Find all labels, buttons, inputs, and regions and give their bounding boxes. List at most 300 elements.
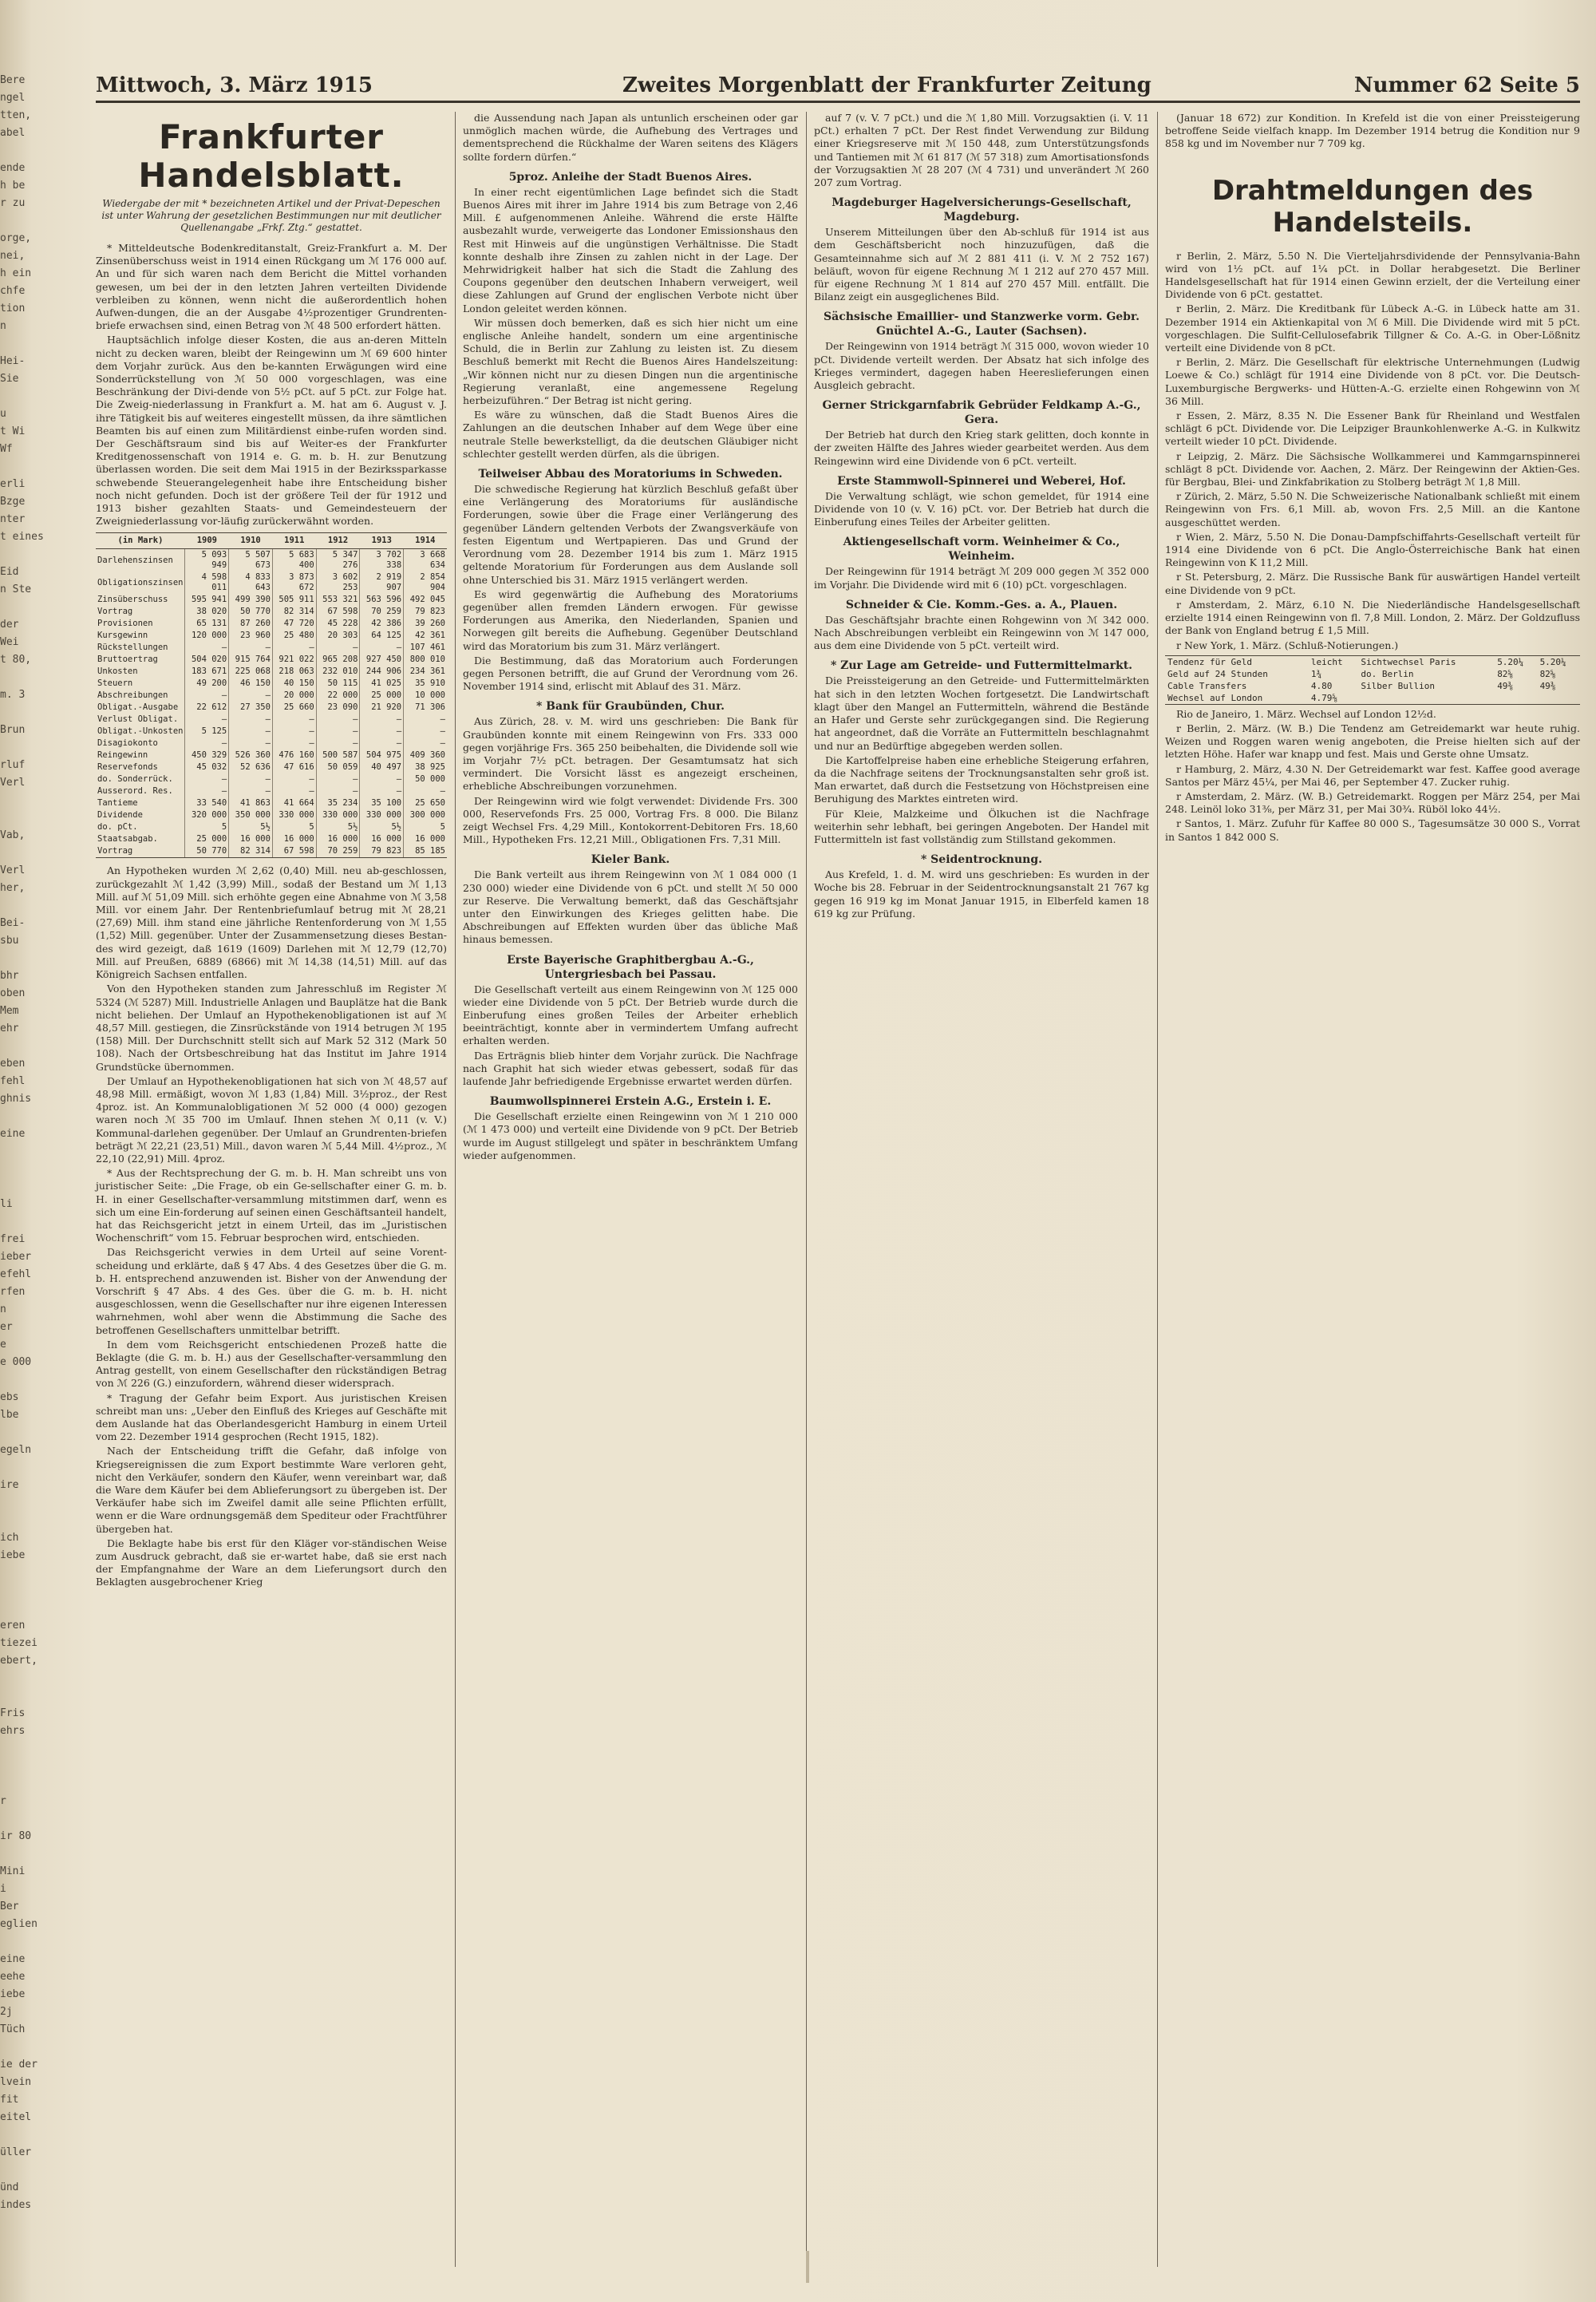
table-row [96,833,447,845]
table-cell: 4 598 011 [185,572,229,594]
table-cell: Tendenz für Geld [1167,656,1252,667]
table-cell: 49⅜ [1539,680,1556,691]
margin-fragment: n Ste [0,583,32,595]
margin-fragment: ebs [0,1391,19,1403]
table-cell: — [272,738,316,750]
table-cell: 2 919 907 [360,572,404,594]
table-cell: 5 683 400 [272,549,316,572]
margin-fragment: ich [0,1532,19,1544]
table-cell: Bruttoertrag [97,655,158,665]
margin-fragment: abel [0,127,26,139]
table-row [96,845,447,858]
table-cell: 800 010 [404,654,447,666]
table-cell: — [272,726,316,738]
margin-fragment: Mini [0,1865,26,1877]
table-cell: 4 833 643 [229,572,273,594]
margin-fragment: nter [0,513,26,525]
table-cell: 50 115 [316,678,360,690]
table-cell: — [229,785,273,797]
telegram-paragraph: Rio de Janeiro, 1. März. Wechsel auf London 12½d. [1176,707,1436,720]
table-cell: 45 032 [185,761,229,773]
margin-fragment: ir 80 [0,1830,32,1842]
table-cell: Geld auf 24 Stunden [1167,668,1268,679]
financial-table [96,532,447,858]
margin-fragment [0,844,29,862]
table-cell: 25 000 [360,690,404,702]
table-header: 1913 [360,533,404,549]
table-cell: 82 314 [272,606,316,618]
table-cell: — [229,690,273,702]
table-cell: do. pCt. [97,822,138,833]
article-paragraph: Unserem Mitteilungen über den Ab-schluß für 1914 ist aus dem Geschäftsbericht noch hinzuzufügen, daß die Gesamteinnahme sich auf ℳ 2 881 411 (i. V. ℳ 2 752 167) beläuft, wovon für eigene Rechnung ℳ 1 212 auf 270 457 Mill. für eigene Rechnung ℳ 1 814 auf 270 457 Mill. entfällt. Die Bilanz zeigt ein ausgeglichenes Bild. [814,226,1149,303]
margin-fragment [0,458,29,476]
page-header [96,69,1580,103]
telegram-paragraph: r St. Petersburg, 2. März. Die Russische Bank für auswärtigen Handel verteilt eine Dividende von 9 pCt. [1165,571,1580,596]
margin-fragment: lvein [0,2076,32,2088]
article-paragraph: An Hypotheken wurden ℳ 2,62 (0,40) Mill. neu ab-geschlossen, zurückgezahlt ℳ 1,42 (3,99) Mill., sodaß der Bestand um ℳ 1,13 Mill. auf ℳ 51,09 Mill. sich erhöhte gegen eine Abnahme von ℳ 3,58 Mill. vor einem Jahr. Der Rentenbriefumlauf betrug mit ℳ 28,21 (27,69) Mill. ihm stand eine jährliche Rentenforderung von ℳ 1,55 (1,52) Mill. gegenüber. Unter der Zusammensetzung dieses Bestan-des wird gezeigt, daß 1619 (1609) Darlehen mit ℳ 12,79 (12,70) Mill. auf Preußen, 6889 (6866) mit ℳ 14,38 (14,51) Mill. auf das Königreich Sachsen entfallen. [96,864,447,981]
table-cell: 5½ [316,821,360,833]
table-cell: 82⅝ [1539,668,1556,679]
margin-fragment: iebe [0,1988,26,2000]
table-row [96,549,447,572]
table-cell: Darlehenszinsen [97,555,173,565]
table-cell: — [316,785,360,797]
margin-fragment: t Wi [0,425,26,437]
margin-fragment: r zu [0,197,26,209]
article-paragraph: Aus Krefeld, 1. d. M. wird uns geschrieben: Es wurden in der Woche bis 28. Februar in der Seidentrocknungsanstalt 21 767 kg gegen 16 919 kg im Monat Januar 1915, in Elberfeld kamen 18 619 kg zur Prüfung. [814,868,1149,920]
table-cell: Abschreibungen [97,690,168,701]
margin-fragment: ehrs [0,1725,26,1737]
margin-fragment [0,1161,29,1178]
table-cell: 50 059 [316,761,360,773]
margin-fragment: e [0,1339,6,1351]
margin-fragment: Verl [0,864,26,876]
margin-fragment: u [0,408,6,420]
table-cell: 40 497 [360,761,404,773]
table-cell: — [316,773,360,785]
table-cell: — [316,738,360,750]
margin-fragment [0,599,29,616]
article-paragraph: Der Reingewinn wird wie folgt verwendet: Dividende Frs. 300 000, Reservefonds Frs. 25 000, Vortrag Frs. 8 000. Die Bilanz zeigt Wechsel Frs. 4,29 Mill., Kontokorrent-Debitoren Frs. 18,60 Mill., Hypotheken Frs. 12,21 Mill., Obligationen Frs. 7,31 Mill. [463,794,798,846]
table-cell: 218 063 [272,666,316,678]
table-row [96,773,447,785]
table-cell: 49⅜ [1497,680,1514,691]
margin-fragment: üller [0,2146,32,2158]
table-cell: 595 941 [185,594,229,606]
margin-fragment: eehe [0,1971,26,1983]
margin-fragment: ghnis [0,1093,32,1105]
article-heading: Erste Bayerische Graphitbergbau A.-G., Untergriesbach bei Passau. [507,953,754,981]
table-row [96,572,447,594]
margin-fragment: t eines [0,531,44,543]
table-cell: 52 636 [229,761,273,773]
table-cell: — [272,714,316,726]
table-cell: 41 664 [272,797,316,809]
header-edition: Zweites Morgenblatt der Frankfurter Zeitung [622,73,1152,97]
table-cell: 42 386 [360,618,404,630]
column-rule [1157,112,1158,2267]
margin-fragment [0,142,29,160]
table-cell: 67 598 [272,845,316,858]
table-cell: — [316,642,360,654]
table-cell: 915 764 [229,654,273,666]
table-cell: Unkosten [97,666,138,677]
table-cell: Obligationszinsen [97,577,184,587]
table-cell: — [360,785,404,797]
table-cell: 5 125 [185,726,229,738]
table-cell: — [185,773,229,785]
table-cell: Vortrag [96,845,185,858]
margin-fragment [0,1213,29,1231]
table-row [1165,668,1580,680]
table-cell: 409 360 [404,750,447,761]
table-cell: 82 314 [229,845,273,858]
table-cell: 20 303 [316,630,360,642]
table-cell: Disagiokonto [97,738,158,749]
section-masthead: Frankfurter Handelsblatt. [138,117,405,195]
margin-fragment: rfen [0,1286,26,1298]
table-cell: — [404,785,447,797]
margin-fragment [0,1600,29,1617]
table-cell: Wechsel auf London [1167,692,1263,703]
article-paragraph: Es wird gegenwärtig die Aufhebung des Moratoriums gegenüber allen fremden Ländern erwogen. Für gewisse Forderungen aus Amerika, den Niederlanden, Spanien und Norwegen gilt bereits die Aufhebung. Gegenüber Deutschland wird das Moratorium bis zum 31. März verlängert. [463,587,798,652]
margin-fragment: oben [0,987,26,999]
table-cell: 64 125 [360,630,404,642]
table-cell: Rückstellungen [97,643,168,653]
article-paragraph: Die Bank verteilt aus ihrem Reingewinn von ℳ 1 084 000 (1 230 000) wieder eine Dividende von 6 pCt. und stellt ℳ 50 000 zur Reserve. Die Verwaltung bemerkt, daß das Geschäftsjahr unter den Einwirkungen des Krieges gelitten habe. Die Abschreibungen auf Effekten wurden über das übliche Maß hinaus bemessen. [463,868,798,946]
margin-fragment: Ber [0,1901,19,1912]
table-cell: — [229,773,273,785]
table-cell: Reservefonds [97,762,158,773]
margin-fragment [0,1371,29,1389]
table-cell: 38 925 [404,761,447,773]
margin-fragment: li [0,1198,13,1210]
margin-fragment [0,950,29,967]
margin-fragment [0,388,29,405]
telegram-paragraph: r Zürich, 2. März, 5.50 N. Die Schweizerische Nationalbank schließt mit einem Reingewinn von Frs. 6,1 Mill. ab, wovon Frs. 2,5 Mill. an die Kantone ausgeschüttet werden. [1165,490,1580,528]
table-cell: Dividende [97,810,143,821]
margin-fragment [0,1582,29,1600]
margin-fragment [0,704,29,722]
table-row [96,738,447,750]
margin-fragment: Bzge [0,496,26,508]
table-cell: — [316,726,360,738]
table-cell: Provisionen [97,619,153,629]
margin-fragment [0,212,29,230]
margin-fragment [0,1758,29,1775]
table-row [96,761,447,773]
table-header: (in Mark) [96,533,185,549]
table-cell: 16 000 [316,833,360,845]
table-cell: 5 [272,821,316,833]
column-rule [455,112,456,2267]
table-cell: 232 010 [316,666,360,678]
table-row [1165,680,1580,692]
article-paragraph: In einer recht eigentümlichen Lage befindet sich die Stadt Buenos Aires mit ihrer im Jahre 1914 bis zum Betrage von 2,46 Mill. £ aufgenommenen Anleihe. Während die erste Hälfte ausbezahlt wurde, verweigerte das Londoner Emissionshaus den Rest mit Hinweis auf die ungünstigen Verhältnisse. Die Stadt konnte deshalb ihre Zinsen zu zahlen nicht in der Lage. Der Mehrwidrigkeit halber hat sich die Stadt die Zahlung des Coupons gegenüber den deutschen Inhabern verweigert, weil diese Zahlungen auf Grund der englischen Verbote nicht über London geleitet werden können. [463,185,798,314]
margin-fragment: chfe [0,285,26,297]
margin-fragment: i [0,1883,6,1895]
table-cell: 79 823 [360,845,404,858]
section-masthead: Drahtmeldungen des Handelsteils. [1211,174,1534,239]
table-cell: 5 093 949 [185,549,229,572]
margin-fragment: Sie [0,373,19,385]
table-cell: Reingewinn [97,750,148,761]
table-row [96,809,447,821]
table-row [96,797,447,809]
margin-fragment [0,2126,29,2144]
table-cell: 50 000 [404,773,447,785]
table-cell: — [185,738,229,750]
table-cell: 330 000 [360,809,404,821]
article-heading: * Zur Lage am Getreide- und Futtermittelmarkt. [830,659,1133,673]
table-row [96,714,447,726]
article-heading: * Bank für Graubünden, Chur. [535,700,725,714]
page-fold-mark [806,2251,809,2283]
table-cell: 42 361 [404,630,447,642]
margin-fragment: ngel [0,92,26,104]
margin-fragment: h ein [0,267,32,279]
telegram-paragraph: r Leipzig, 2. März. Die Sächsische Wollkammerei und Kammgarnspinnerei schlägt 8 pCt. Dividende vor. Aachen, 2. März. Der Reingewinn der Aktien-Ges. für Bergbau, Blei- und Zinkfabrikation zu Stolberg beträgt ℳ 1,8 Mill. [1165,449,1580,488]
margin-fragment [0,1775,29,1793]
article-paragraph: * Aus der Rechtsprechung der G. m. b. H. Man schreibt uns von juristischer Seite: „Die Frage, ob ein Ge-sellschafter einer G. m. b. H. in einer Gesellschafter-versammlung mitstimmen darf, wenn es sich um eine Ein-forderung auf seinen einen Geschäftsanteil handelt, hat das Reichsgericht jetzt in einem Urteil, das im „Juristischen Wochenschrift“ vom 15. Februar besprochen wird, entschieden. [96,1167,447,1244]
table-cell: 35 100 [360,797,404,809]
margin-fragment: her, [0,882,26,894]
margin-fragment: indes [0,2199,32,2211]
table-cell [1358,692,1495,705]
table-cell: 500 587 [316,750,360,761]
margin-fragment [0,546,29,564]
table-cell: 33 540 [185,797,229,809]
margin-fragment [0,1845,29,1863]
table-cell: 4.79⅝ [1310,692,1338,703]
margin-fragment: Wf [0,443,13,455]
table-cell: — [229,642,273,654]
table-cell: 39 260 [404,618,447,630]
margin-fragment [0,1143,29,1161]
margin-fragment: tion [0,303,26,314]
column-4 [1165,112,1580,2267]
table-row [1165,692,1580,705]
telegram-paragraph: r Berlin, 2. März, 5.50 N. Die Vierteljahrsdividende der Pennsylvania-Bahn wird von 1½ pCt. auf 1¼ pCt. in Dollar herabgesetzt. Die Berliner Handelsgesellschaft hat für 1914 einen Gewinn erzielt, der die Verteilung einer Dividende von 6 pCt. gestattet. [1165,249,1580,301]
table-cell: 70 259 [360,606,404,618]
table-cell: 504 020 [185,654,229,666]
article-paragraph: Die Bestimmung, daß das Moratorium auch Forderungen gegen Personen betrifft, die auf Grund der Verordnung vom 26. November 1914 sind, erlischt mit Ablauf des 31. März. [463,654,798,693]
margin-fragment [0,1038,29,1055]
table-row [96,594,447,606]
table-cell: 25 660 [272,702,316,714]
table-cell: 67 598 [316,606,360,618]
margin-fragment [0,335,29,353]
table-cell: 79 823 [404,606,447,618]
table-cell: 505 911 [272,594,316,606]
margin-fragment: Eid [0,566,19,578]
table-cell: Tantieme [97,798,138,809]
table-cell: 4.80 [1310,680,1333,691]
margin-fragment: efehl [0,1268,32,1280]
table-row [96,750,447,761]
table-cell: 320 000 [185,809,229,821]
table-cell: — [360,773,404,785]
table-cell: 47 720 [272,618,316,630]
table-cell: — [229,714,273,726]
table-header: 1911 [272,533,316,549]
margin-fragment: eben [0,1058,26,1070]
table-cell: Vortrag [97,607,133,617]
table-header: 1914 [404,533,447,549]
table-cell: — [272,642,316,654]
article-paragraph: die Aussendung nach Japan als untunlich erscheinen oder gar unmöglich machen würde, die Aufhebung des Vertrages und dementsprechend die Rückhalme der Waren seitens des Klägers sollte fordern dürfen.“ [463,112,798,163]
table-cell: Zinsüberschuss [97,595,168,605]
margin-fragment [0,1564,29,1582]
margin-fragment: erli [0,478,26,490]
margin-fragment [0,1740,29,1758]
table-cell: 921 022 [272,654,316,666]
article-paragraph: Aus Zürich, 28. v. M. wird uns geschrieben: Die Bank für Graubünden konnte mit einem Reingewinn von Frs. 333 000 gegen vorjährige Frs. 365 250 beibehalten, die Dividende soll wie im Vorjahr 7½ pCt. betragen. Der Gesamtumsatz hat sich vermindert. Die Vorsicht lässt es angezeigt erscheinen, erhebliche Abschreibungen vorzunehmen. [463,715,798,793]
article-paragraph: Die Preissteigerung an den Getreide- und Futtermittelmärkten hat sich in den letzten Wochen fortgesetzt. Die Landwirtschaft klagt über den Mangel an Futtermitteln, während die Bestände an Hafer und Gerste sehr zurückgegangen sind. Die Regierung hat angeordnet, daß die Vorräte an Futtermitteln beschlagnahmt und nur an Bedürftige abgegeben werden sollen. [814,674,1149,752]
table-cell: 87 260 [229,618,273,630]
table-cell: 5.20¼ [1539,656,1566,667]
margin-fragment: n [0,320,6,332]
table-cell: 21 920 [360,702,404,714]
margin-fragment: frei [0,1233,26,1245]
article-paragraph: Die schwedische Regierung hat kürzlich Beschluß gefaßt über eine Verlängerung des Moratoriums für ausländische Forderungen, sowie über die Frage einer Verlängerung des gegenüber Ländern geltenden Verbots der Zwangsverkäufe von festen Eigentum und Wertpapieren. Das und Grund der Verordnung vom 28. Dezember 1914 bis zum 1. März 1915 geltende Moratorium für Forderungen aus dem Auslande soll ohne Unterschied bis 31. März 1915 verlängert werden. [463,483,798,586]
article-paragraph: Hauptsächlich infolge dieser Kosten, die aus an-deren Mitteln nicht zu decken waren, bleibt der Reingewinn um ℳ 69 600 hinter dem Vorjahr zurück. Aus den be-kannten Erwägungen wird eine Sonderrückstellung von ℳ 50 000 vorgeschlagen, was eine Beschränkung der Divi-dende von 5½ pCt. auf 5 pCt. zur Folge hat. Die Zweig-niederlassung in Frankfurt a. M. hat am 6. August v. J. ihre Tätigkeit bis auf weiteres eingestellt müssen, da ihre sämtlichen Beamten bis auf einen zum Militärdienst einbe-rufen worden sind. Der Geschäftsraum sind bis auf Weiter-es der Frankfurter Kreditgenossenschaft von 1914 e. G. m. b. H. zur Benutzung überlassen worden. Die seit dem Mai 1915 in der Bezirkssparkasse schwebende Steuerangelegenheit habe ihre Entscheidung bisher noch nicht gefunden. Doch ist der größere Teil der für 1912 und 1913 bisher gezahlten Staats- und Gemeindesteuern der Zweigniederlassung vor-läufig zurückerwähnt worden. [96,334,447,528]
table-cell: 22 612 [185,702,229,714]
table-cell: 553 321 [316,594,360,606]
table-cell: 183 671 [185,666,229,678]
telegram-paragraph: r Wien, 2. März, 5.50 N. Die Donau-Dampfschiffahrts-Gesellschaft verteilt für 1914 eine Dividende von 6 pCt. Die Anglo-Österreichische Bank hat einen Reingewinn von K 11,2 Mill. [1165,530,1580,569]
table-cell: 35 910 [404,678,447,690]
table-header: 1910 [229,533,273,549]
article-paragraph: In dem vom Reichsgericht entschiedenen Prozeß hatte die Beklagte (die G. m. b. H.) aus der Gesellschafter-versammlung den Antrag gestellt, von einem Gesellschafter den rückständigen Betrag von ℳ 226 (G.) einzufordern, während dieser widersprach. [96,1338,447,1390]
table-cell: 499 390 [229,594,273,606]
margin-fragment: egeln [0,1444,32,1456]
table-cell: 927 450 [360,654,404,666]
article-heading: Kieler Bank. [591,853,670,867]
article-paragraph: Der Reingewinn für 1914 beträgt ℳ 209 000 gegen ℳ 352 000 im Vorjahr. Die Dividende wird mit 6 (10) pCt. vorgeschlagen. [814,565,1149,591]
table-cell: 563 596 [360,594,404,606]
table-cell: 16 000 [272,833,316,845]
table-cell: 2 854 904 [404,572,447,594]
article-heading: * Seidentrocknung. [920,853,1042,867]
telegram-paragraph: r Santos, 1. März. Zufuhr für Kaffee 80 000 S., Tagesumsätze 30 000 S., Vorrat in Santos 1 842 000 S. [1165,817,1580,843]
margin-fragment [0,1687,29,1705]
margin-fragment: ie der [0,2059,38,2071]
table-cell: 82⅝ [1497,668,1514,679]
table-cell: 46 150 [229,678,273,690]
margin-fragment [0,2039,29,2056]
table-row [96,785,447,797]
margin-fragment: bhr [0,970,19,982]
table-cell: leicht [1310,656,1343,667]
new-york-quotes-table [1165,655,1580,705]
margin-fragment [0,1459,29,1477]
margin-fragment: er [0,1321,13,1333]
table-cell: 41 863 [229,797,273,809]
table-cell: — [185,690,229,702]
margin-fragment: orge, [0,232,32,244]
table-cell: — [404,738,447,750]
header-date: Mittwoch, 3. März 1915 [96,73,373,97]
table-cell: 85 185 [404,845,447,858]
article-paragraph: Nach der Entscheidung trifft die Gefahr, daß infolge von Kriegsereignissen die zum Export bestimmte Ware verloren geht, nicht den Verkäufer, sondern den Käufer, wenn vereinbart war, daß die Ware dem Käufer bei dem Ablieferungsort zu übergeben ist. Der Verkäufer habe sich im Zweifel damit alle seine Pflichten erfüllt, wenn er die Ware ordnungsgemäß dem Spediteur oder Frachtführer übergeben hat. [96,1445,447,1535]
table-cell: 234 361 [404,666,447,678]
table-cell: Cable Transfers [1167,680,1247,691]
table-cell: do. Berlin [1361,668,1414,679]
table-row [96,726,447,738]
table-cell: — [404,714,447,726]
margin-fragment: Mem [0,1005,19,1017]
table-cell: 3 873 672 [272,572,316,594]
table-cell: 45 228 [316,618,360,630]
margin-fragment [0,1424,29,1442]
margin-fragment: ünd [0,2181,19,2193]
table-cell [1495,692,1537,705]
table-cell: Ausserord. Res. [97,786,173,797]
telegram-paragraph: r Hamburg, 2. März, 4.30 N. Der Getreidemarkt war fest. Kaffee good average Santos per März 45¼, per Mai 46, per September 47. Zucker ruhig. [1165,762,1580,788]
table-cell: 10 000 [404,690,447,702]
margin-fragment [0,792,29,809]
table-cell: 40 150 [272,678,316,690]
article-paragraph: auf 7 (v. V. 7 pCt.) und die ℳ 1,80 Mill. Vorzugsaktien (i. V. 11 pCt.) erhalten 7 pCt. Der Rest findet Verwendung zur Bildung einer Kriegsreserve mit ℳ 150 448, zum Unterstützungsfonds und Tantiemen mit ℳ 61 817 (ℳ 57 318) zum Amortisationsfonds der Vorzugsaktien ℳ 28 207 (ℳ 4 731) und unverändert ℳ 260 207 zum Vortrag. [814,112,1149,189]
table-cell: 1¾ [1310,668,1322,679]
margin-fragment [0,1108,29,1125]
table-cell: 476 160 [272,750,316,761]
table-cell: 35 234 [316,797,360,809]
article-heading: Magdeburger Hagelversicherungs-Gesellschaft, Magdeburg. [832,196,1132,224]
margin-fragment: ire [0,1479,19,1491]
margin-fragment: nei, [0,250,26,262]
article-paragraph: Die Gesellschaft erzielte einen Reingewinn von ℳ 1 210 000 (ℳ 1 473 000) und verteilt eine Dividende von 9 pCt. Der Betrieb wurde im August stillgelegt und später in beschränktem Umfang wieder aufgenommen. [463,1110,798,1161]
table-cell: — [229,726,273,738]
table-cell: 49 200 [185,678,229,690]
table-cell: 5½ [360,821,404,833]
margin-fragment: Bere [0,74,26,86]
article-paragraph: * Mitteldeutsche Bodenkreditanstalt, Greiz-Frankfurt a. M. Der Zinsenüberschuss weist in 1914 einen Rückgang um ℳ 176 000 auf. An und für sich waren nach dem Bericht die Mittel vorhanden gewesen, um bei der in den letzten Jahren verteilten Dividende verbleiben zu können, wenn nicht die außerordentlich hohen Aufwen-dungen, die an der Ausgabe 4½prozentiger Grundrenten-briefe erwachsen sind, einen Betrag von ℳ 48 500 erfordert hätten. [96,242,447,332]
article-heading: Gerner Strickgarnfabrik Gebrüder Feldkamp A.-G., Gera. [822,399,1141,427]
margin-fragment: t 80, [0,654,32,666]
telegram-paragraph: r Essen, 2. März, 8.35 N. Die Essener Bank für Rheinland und Westfalen schlägt 6 pCt. Dividende vor. Die Leipziger Braunkohlenwerke A.-G. in Kulkwitz verteilt wieder 10 pCt. Dividende. [1165,409,1580,448]
table-cell: 120 000 [185,630,229,642]
table-cell: — [360,714,404,726]
article-paragraph: Das Reichsgericht verwies in dem Urteil auf seine Vorent-scheidung und erklärte, daß § 47 Abs. 4 des Gesetzes über die G. m. b. H. entsprechend anzuwenden ist. Bisher von der Anwendung der Vorschrift § 47 Abs. 4 des Ges. über die G. m. b. H. nicht ausgeschlossen, wenn die Gesellschafter nur ihre eigenen Interessen wahrnehmen, wohl aber wenn die Abstimmung die Sache des betroffenen Gesellschafters unmittelbar betrifft. [96,1246,447,1336]
margin-fragment: tten, [0,109,32,121]
article-heading: Baumwollspinnerei Erstein A.G., Erstein i. E. [489,1095,772,1109]
table-cell: Staatsabgab. [97,834,158,844]
telegram-paragraph: r Berlin, 2. März. Die Gesellschaft für elektrische Unternehmungen (Ludwig Loewe & Co.) schlägt für 1914 eine Dividende von 8 pCt. vor. Die Deutsch-Luxemburgische Bergwerks- und Hütten-A.-G. erzielte einen Rohgewinn von ℳ 36 Mill. [1165,356,1580,407]
article-paragraph: Das Erträgnis blieb hinter dem Vorjahr zurück. Die Nachfrage nach Graphit hat sich wieder etwas gebessert, sodaß für das laufende Jahr befriedigende Ergebnisse erwartet werden dürfen. [463,1049,798,1087]
table-cell: 3 602 253 [316,572,360,594]
column-2 [463,112,798,2267]
column-3 [814,112,1149,2267]
table-cell: 38 020 [185,606,229,618]
table-cell: 300 000 [404,809,447,821]
margin-fragment: eine [0,1953,26,1965]
table-header: 1909 [185,533,229,549]
table-cell: 5½ [229,821,273,833]
table-cell: 16 000 [404,833,447,845]
masthead-note: Wiedergabe der mit * bezeichneten Artikel und der Privat-Depeschen ist unter Wahrung der gesetzlichen Bestimmungen nur mit deutlicher Quellenangabe „Frkf. Ztg.“ gestattet. [101,198,441,233]
telegram-paragraph: r Amsterdam, 2. März. (W. B.) Getreidemarkt. Roggen per März 254, per Mai 248. Leinöl loko 31⅜, per März 31, per Mai 30¾. Rüböl loko 44½. [1165,789,1580,816]
article-paragraph: Von den Hypotheken standen zum Jahresschluß im Register ℳ 5324 (ℳ 5287) Mill. Industrielle Anlagen und Bauplätze hat die Bank nicht beliehen. Der Umlauf an Hypothekenobligationen ist auf ℳ 48,57 Mill. gestiegen, die Zinsrückstände von 1914 betrugen ℳ 195 (158) Mill. Der Durchschnitt stellt sich auf Mark 52 312 (Mark 50 108). Nach der Ortsbeschreibung hat das Institut im Jahre 1914 Grundstücke übernommen. [96,983,447,1073]
table-cell: 47 616 [272,761,316,773]
table-cell: 50 770 [185,845,229,858]
margin-fragment: ieber [0,1251,32,1263]
table-cell: Silber Bullion [1361,680,1436,691]
table-row [1165,655,1580,668]
table-cell: 3 702 338 [360,549,404,572]
margin-fragment: Brun [0,724,26,736]
